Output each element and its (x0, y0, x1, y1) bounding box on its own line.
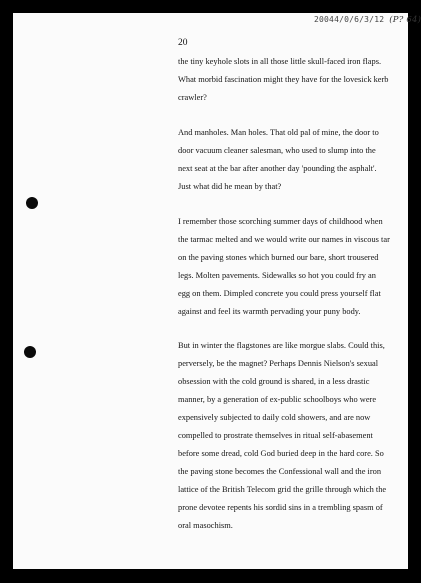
punch-hole (26, 197, 38, 209)
punch-hole (24, 346, 36, 358)
text-line: But in winter the flagstones are like morgue slabs. Could this, (178, 341, 385, 350)
text-line: the paving stone becomes the Confessional wall and the iron (178, 467, 382, 476)
handwritten-note: (P? 64) (389, 15, 421, 25)
text-line: What morbid fascination might they have for the lovesick kerb (178, 75, 389, 84)
page-number: 20 (178, 38, 188, 48)
text-line: egg on them. Dimpled concrete you could press yourself flat (178, 289, 381, 298)
text-line: compelled to prostrate themselves in ritual self-abasement (178, 431, 373, 440)
text-line: perversely, be the magnet? Perhaps Dennis Nielson's sexual (178, 359, 379, 368)
text-line: on the paving stones which burned our bare, short trousered (178, 253, 379, 262)
text-line: oral masochism. (178, 521, 233, 530)
text-line: obsession with the cold ground is shared, in a less drastic (178, 377, 370, 386)
text-line: Just what did he mean by that? (178, 182, 282, 191)
text-line: the tarmac melted and we would write our names in viscous tar (178, 235, 390, 244)
reference-number: 20044/0/6/3/12 (314, 15, 385, 24)
text-line: legs. Molten pavements. Sidewalks so hot you could fry an (178, 271, 376, 280)
document-page (13, 13, 421, 569)
text-line: next seat at the bar after another day 'pounding the asphalt'. (178, 164, 377, 173)
text-line: crawler? (178, 93, 207, 102)
archive-reference (314, 15, 421, 25)
text-line: before some dread, cold God buried deep in the hard core. So (178, 449, 384, 458)
text-line: against and feel its warmth pervading your puny body. (178, 307, 361, 316)
text-line: expensively subjected to daily cold showers, and are now (178, 413, 371, 422)
text-line: manner, by a generation of ex-public schoolboys who were (178, 395, 377, 404)
text-line: I remember those scorching summer days of childhood when (178, 217, 383, 226)
text-line: door vacuum cleaner salesman, who used to slump into the (178, 146, 376, 155)
text-line: the tiny keyhole slots in all those little skull-faced iron flaps. (178, 57, 382, 66)
text-line: prone devotee repents his sordid sins in a trembling spasm of (178, 503, 383, 512)
text-line: lattice of the British Telecom grid the grille through which the (178, 485, 387, 494)
text-line: And manholes. Man holes. That old pal of mine, the door to (178, 128, 379, 137)
